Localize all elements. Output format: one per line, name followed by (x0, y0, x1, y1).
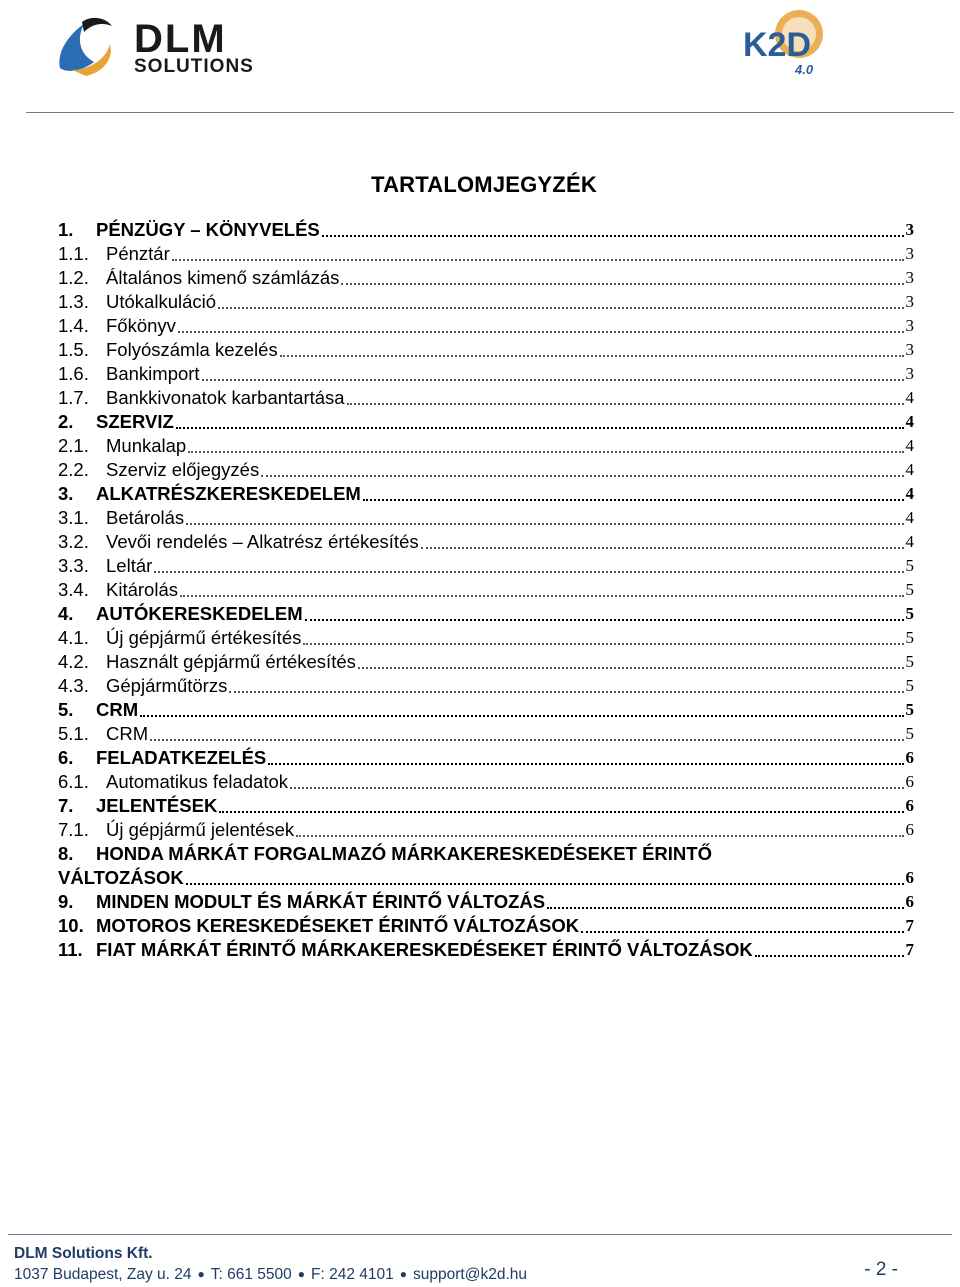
toc-entry-title: Bankkivonatok karbantartása (106, 387, 345, 408)
toc-entry-page: 7 (905, 940, 914, 959)
toc-entry-page: 4 (905, 436, 914, 455)
toc-entry-page: 6 (905, 796, 914, 815)
page-footer (0, 1232, 960, 1287)
toc-dot-leader (280, 355, 904, 357)
toc-entry-number: 1.3. (58, 291, 89, 312)
toc-entry[interactable] (58, 218, 914, 242)
toc-entry-page: 4 (905, 412, 914, 431)
toc-entry-page: 4 (905, 484, 914, 503)
toc-entry-number: 6. (58, 747, 74, 768)
toc-entry-number: 4.2. (58, 651, 89, 672)
toc-entry[interactable] (58, 362, 914, 386)
toc-dot-leader (219, 811, 903, 813)
toc-entry[interactable] (58, 890, 914, 914)
toc-entry-number: 8. (58, 843, 74, 864)
toc-entry-title: Új gépjármű értékesítés (106, 627, 302, 648)
toc-entry-page: 5 (905, 724, 914, 743)
toc-entry-title: Munkalap (106, 435, 187, 456)
toc-dot-leader (547, 907, 903, 909)
toc-dot-leader (172, 259, 904, 261)
toc-entry[interactable] (58, 266, 914, 290)
toc-entry[interactable] (58, 554, 914, 578)
toc-entry-number: 1.7. (58, 387, 89, 408)
toc-entry-number: 4.3. (58, 675, 89, 696)
toc-entry-title: Leltár (106, 555, 153, 576)
toc-dot-leader (341, 283, 903, 285)
toc-entry-number: 1.2. (58, 267, 89, 288)
toc-entry-title: Automatikus feladatok (106, 771, 289, 792)
toc-entry-title: VÁLTOZÁSOK (58, 867, 184, 888)
toc-entry[interactable] (58, 746, 914, 770)
toc-entry-title: Utókalkuláció (106, 291, 217, 312)
toc-dot-leader (178, 331, 904, 333)
toc-dot-leader (176, 427, 904, 429)
toc-entry[interactable] (58, 314, 914, 338)
toc-entry-number: 7.1. (58, 819, 89, 840)
toc-entry-page: 5 (905, 700, 914, 719)
toc-entry[interactable] (58, 674, 914, 698)
toc-entry[interactable] (58, 602, 914, 626)
toc-entry[interactable] (58, 530, 914, 554)
toc-entry-title: Bankimport (106, 363, 200, 384)
toc-entry[interactable] (58, 722, 914, 746)
page-header (0, 0, 960, 118)
toc-entry[interactable] (58, 650, 914, 674)
toc-entry[interactable] (58, 290, 914, 314)
toc-entry-title: Vevői rendelés – Alkatrész értékesítés (106, 531, 419, 552)
toc-entry-number: 3.2. (58, 531, 89, 552)
toc-entry-page: 3 (905, 340, 914, 359)
toc-entry-title: JELENTÉSEK (96, 795, 218, 816)
toc-entry[interactable] (58, 458, 914, 482)
toc-entry-page: 6 (905, 772, 914, 791)
toc-entry-title: Főkönyv (106, 315, 176, 336)
footer-divider (8, 1234, 952, 1235)
toc-dot-leader (268, 763, 903, 765)
toc-entry-title: Kitárolás (106, 579, 178, 600)
toc-entry-number: 6.1. (58, 771, 89, 792)
contact-line (14, 1266, 527, 1284)
toc-entry-number: 2.2. (58, 459, 89, 480)
address: 1037 Budapest, Zay u. 24 (14, 1266, 192, 1283)
toc-entry-page: 6 (905, 892, 914, 911)
toc-entry-line[interactable] (58, 842, 914, 866)
toc-entry-title: CRM (106, 723, 149, 744)
toc-dot-leader (347, 403, 904, 405)
fax: F: 242 4101 (311, 1266, 394, 1283)
toc-entry-title: Gépjárműtörzs (106, 675, 228, 696)
toc-entry-number: 1.4. (58, 315, 89, 336)
toc-entry-title: FELADATKEZELÉS (96, 747, 267, 768)
toc-entry-title: MOTOROS KERESKEDÉSEKET ÉRINTŐ VÁLTOZÁSOK (96, 915, 580, 936)
toc-entry[interactable] (58, 794, 914, 818)
toc-dot-leader (261, 475, 903, 477)
toc-dot-leader (140, 715, 903, 717)
toc-entry-page: 6 (905, 820, 914, 839)
toc-entry-page: 3 (905, 292, 914, 311)
toc-dot-leader (188, 451, 903, 453)
k2d-logo (735, 4, 863, 78)
toc-entry[interactable] (58, 914, 914, 938)
toc-dot-leader (186, 883, 904, 885)
company-name: DLM Solutions Kft. (14, 1245, 153, 1262)
toc-entry[interactable] (58, 818, 914, 842)
toc-entry[interactable] (58, 434, 914, 458)
toc-dot-leader (305, 619, 904, 621)
toc-entry-page: 4 (905, 460, 914, 479)
toc-entry-page: 7 (905, 916, 914, 935)
toc-entry-page: 5 (905, 604, 914, 623)
toc-entry-number: 4. (58, 603, 74, 624)
toc-entry-title: PÉNZÜGY – KÖNYVELÉS (96, 219, 320, 240)
toc-entry-title: FIAT MÁRKÁT ÉRINTŐ MÁRKAKERESKEDÉSEKET ÉRINTŐ VÁLTOZÁSOK (96, 939, 753, 960)
header-divider (26, 112, 954, 113)
toc-dot-leader (218, 307, 903, 309)
toc-entry-page: 3 (905, 316, 914, 335)
toc-dot-leader (186, 523, 903, 525)
toc-entry[interactable] (58, 338, 914, 362)
bullet-icon: ● (399, 1267, 408, 1281)
toc-entry[interactable] (58, 626, 914, 650)
toc-dot-leader (303, 643, 903, 645)
toc-entry-title: CRM (96, 699, 139, 720)
toc-entry-page: 3 (905, 244, 914, 263)
toc-entry-number: 3.1. (58, 507, 89, 528)
toc-entry-title: Pénztár (106, 243, 170, 264)
toc-entry[interactable] (58, 506, 914, 530)
toc-entry[interactable] (58, 386, 914, 410)
toc-dot-leader (755, 955, 904, 957)
toc-dot-leader (322, 235, 904, 237)
toc-entry[interactable] (58, 578, 914, 602)
toc-dot-leader (296, 835, 903, 837)
toc-entry-page: 3 (905, 220, 914, 239)
toc-entry-title: SZERVIZ (96, 411, 174, 432)
toc-entry-title: Általános kimenő számlázás (106, 267, 340, 288)
toc-entry-number: 4.1. (58, 627, 89, 648)
toc-entry[interactable] (58, 482, 914, 506)
dlm-solutions-logo (54, 10, 294, 80)
toc-entry-title: MINDEN MODULT ÉS MÁRKÁT ÉRINTŐ VÁLTOZÁS (96, 891, 546, 912)
svg-text:K2D: K2D (743, 26, 812, 64)
toc-entry-page: 5 (905, 652, 914, 671)
toc-entry[interactable] (58, 770, 914, 794)
toc-entry[interactable] (58, 866, 914, 890)
toc-dot-leader (581, 931, 903, 933)
email-link[interactable]: support@k2d.hu (413, 1266, 528, 1283)
toc-entry-page: 4 (905, 388, 914, 407)
svg-text:DLM: DLM (134, 17, 227, 61)
toc-entry[interactable] (58, 242, 914, 266)
toc-dot-leader (180, 595, 904, 597)
toc-title: TARTALOMJEGYZÉK (371, 172, 597, 197)
bullet-icon: ● (297, 1267, 306, 1281)
toc-entry-number: 1. (58, 219, 74, 240)
toc-entry-page: 3 (905, 268, 914, 287)
toc-dot-leader (229, 691, 903, 693)
toc-entry-page: 6 (905, 868, 914, 887)
toc-entry-title: Szerviz előjegyzés (106, 459, 260, 480)
toc-entry-page: 4 (905, 532, 914, 551)
toc-entry-title: Betárolás (106, 507, 185, 528)
toc-dot-leader (202, 379, 904, 381)
toc-entry-title: Használt gépjármű értékesítés (106, 651, 356, 672)
toc-entry[interactable] (58, 698, 914, 722)
toc-entry-number: 3. (58, 483, 74, 504)
toc-entry-number: 11. (58, 939, 83, 960)
toc-entry-page: 3 (905, 364, 914, 383)
svg-text:4.0: 4.0 (795, 62, 814, 77)
toc-entry-number: 3.4. (58, 579, 89, 600)
toc-entry-title: ALKATRÉSZKERESKEDELEM (96, 483, 361, 504)
toc-entry-number: 2.1. (58, 435, 89, 456)
toc-dot-leader (150, 739, 903, 741)
toc-entry-page: 5 (905, 580, 914, 599)
toc-entry-number: 2. (58, 411, 74, 432)
toc-dot-leader (421, 547, 904, 549)
phone: T: 661 5500 (210, 1266, 292, 1283)
table-of-contents (58, 218, 914, 962)
toc-entry-number: 1.5. (58, 339, 89, 360)
toc-entry-number: 3.3. (58, 555, 89, 576)
toc-entry[interactable] (58, 938, 914, 962)
toc-entry-page: 4 (905, 508, 914, 527)
page-number: - 2 - (864, 1259, 898, 1280)
toc-entry-number: 1.6. (58, 363, 89, 384)
toc-entry-number: 5.1. (58, 723, 89, 744)
toc-entry-number: 5. (58, 699, 74, 720)
toc-dot-leader (358, 667, 904, 669)
toc-entry-number: 1.1. (58, 243, 89, 264)
toc-entry-page: 6 (905, 748, 914, 767)
toc-entry-number: 7. (58, 795, 74, 816)
toc-entry-title: AUTÓKERESKEDELEM (96, 603, 303, 624)
toc-entry-page: 5 (905, 556, 914, 575)
toc-entry-title: HONDA MÁRKÁT FORGALMAZÓ MÁRKAKERESKEDÉSEKET ÉRINTŐ (96, 843, 712, 864)
toc-dot-leader (154, 571, 903, 573)
toc-entry-title: Folyószámla kezelés (106, 339, 278, 360)
toc-entry-number: 10. (58, 915, 84, 936)
toc-entry-title: Új gépjármű jelentések (106, 819, 295, 840)
toc-entry[interactable] (58, 410, 914, 434)
toc-dot-leader (290, 787, 903, 789)
toc-dot-leader (363, 499, 904, 501)
toc-entry-number: 9. (58, 891, 74, 912)
svg-text:SOLUTIONS: SOLUTIONS (134, 56, 254, 77)
toc-entry-page: 5 (905, 628, 914, 647)
toc-entry-page: 5 (905, 676, 914, 695)
bullet-icon: ● (197, 1267, 205, 1281)
